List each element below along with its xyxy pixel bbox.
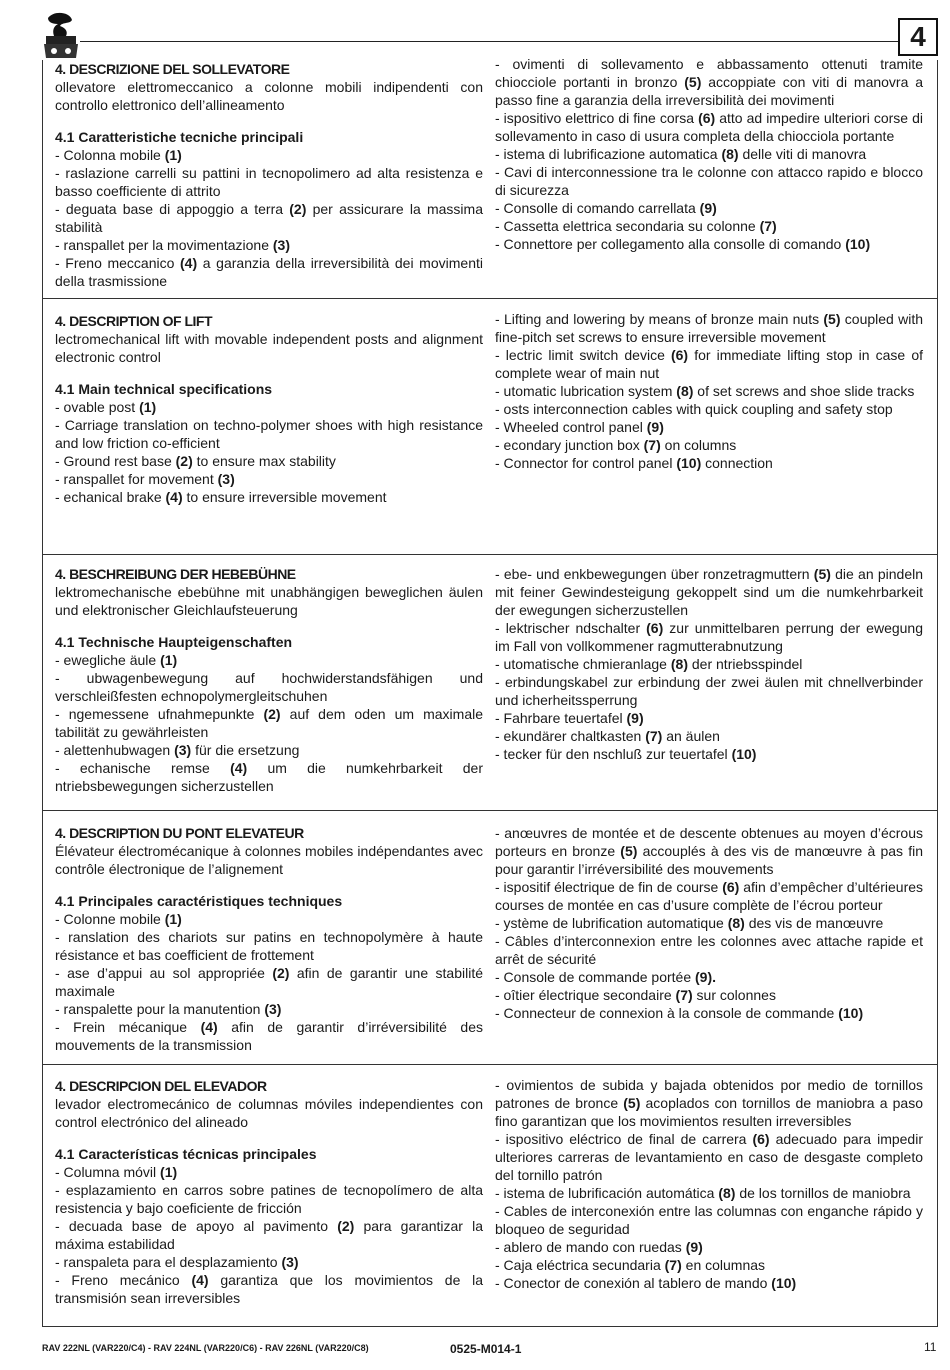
spec-item [55,669,483,705]
spec-text: - Connettore per collegamento alla consolle di comando [495,236,846,252]
section-subtitle: 4.1 Características técnicas principales [55,1146,317,1162]
spec-text-after: a garanzia della irreversibilità dei movimenti della trasmissione [55,255,483,289]
spec-ref-number: (4) [230,760,248,776]
spec-text-after: adecuado para impedir ulteriores carreras de levantamiento en caso de desgaste completo del tornillo patrón [495,1131,923,1183]
spec-item [495,109,923,145]
spec-text: - ranspalette pour la manutention [55,1001,265,1017]
spec-text: - Cavi di interconnessione tra le colonne con attacco rapido e blocco di sicurezza [495,164,923,198]
spec-ref-number: (10) [731,746,757,762]
spec-item [55,452,483,470]
spec-ref-number: (1) [160,1164,178,1180]
spec-text-after: des vis de manœuvre [744,915,884,931]
spec-text: - ebe- und enkbewegungen über ronzetragmuttern [495,566,814,582]
spec-text-after: zur unmittelbaren perrung der ewegung im Fall von vollkommener ragmutterabnutzung [495,620,923,654]
spec-ref-number: (1) [164,147,182,163]
spec-item [55,928,483,964]
spec-item [55,705,483,741]
spacer [55,878,483,892]
spec-text-after: for immediate lifting stop in case of complete wear of main nut [495,347,923,381]
spec-text: - ase d’appui au sol appropriée [55,965,273,981]
spec-text: - ngemessene ufnahmepunkte [55,706,264,722]
section-intro: ollevatore elettromeccanico a colonne mobili indipendenti con controllo elettronico dell’allineamento [55,79,483,113]
spec-text: - erbindungskabel zur erbindung der zwei äulen mit chnellverbinder und icherheitssperrung [495,674,923,708]
section-intro: lectromechanical lift with movable independent posts and alignment electronic control [55,331,483,365]
spec-text-after: acoplados con tornillos de maniobra a paso fino garantizan que los movimientos resulten irreversibles [495,1095,923,1129]
spec-item [495,1184,923,1202]
spec-ref-number: (7) [645,728,663,744]
spec-ref-number: (8) [727,915,745,931]
spec-text: - lectric limit switch device [495,347,671,363]
spec-text: - oîtier électrique secondaire [495,987,676,1003]
spec-text: - utomatische chmieranlage [495,656,671,672]
spec-item [55,1163,483,1181]
spec-text: - decuada base de apoyo al pavimento [55,1218,338,1234]
spec-ref-number: (5) [823,311,841,327]
spec-text: - Fahrbare teuertafel [495,710,627,726]
section-subtitle: 4.1 Main technical specifications [55,381,273,397]
spec-ref-number: (2) [175,453,193,469]
spec-item [55,1217,483,1253]
spec-ref-number: (10) [845,236,871,252]
spec-ref-number: (8) [670,656,688,672]
spec-item [55,164,483,200]
spec-text: - ispositif électrique de fin de course [495,879,723,895]
spec-text: - ablero de mando con ruedas [495,1239,686,1255]
spec-ref-number: (3) [281,1254,299,1270]
section-divider [42,1064,938,1065]
spec-text-after: para garantizar la máxima estabilidad [55,1218,484,1252]
spec-item [495,55,923,109]
brand-logo-icon [40,10,80,60]
spec-text-after: afin de garantir une stabilité maximale [55,965,483,999]
footer-page-number: 11 [924,1340,937,1354]
spec-item [55,964,483,1000]
spec-text: - Freno meccanico [55,255,181,271]
spec-ref-number: (6) [670,347,689,363]
spec-item [55,146,483,164]
spec-ref-number: (9). [695,969,716,985]
spec-item [495,382,923,400]
spec-ref-number: (3) [217,471,235,487]
spec-item [495,1004,923,1022]
spec-text: - osts interconnection cables with quick coupling and safety stop [495,401,893,417]
spec-text: - Lifting and lowering by means of bronze main nuts [495,311,824,327]
spec-text-after: coupled with fine-pitch set screws to ensure irreversible movement [495,311,924,345]
spec-text-after: um die numkehrbarkeit der ntriebsbewegungen sicherzustellen [55,760,483,794]
section-fr-right [495,824,923,1022]
spec-ref-number: (4) [165,489,183,505]
spec-text: - Freno mecánico [55,1272,192,1288]
spec-item [495,1202,923,1238]
spec-item [495,619,923,655]
spec-text: - ovimenti di sollevamento e abbassamento ottenuti tramite chiocciole portanti in bronzo [495,56,923,90]
spec-item [495,745,923,763]
spec-text: - Cassetta elettrica secondaria su colonne [495,218,760,234]
spec-text-after: accouplés à des vis de manœuvre à pas fin pour garantir l’irréversibilité des mouvements [495,843,923,877]
spec-ref-number: (10) [838,1005,864,1021]
section-divider [42,298,938,299]
spec-item [495,824,923,878]
spec-text: - ovable post [55,399,140,415]
spec-text: - econdary junction box [495,437,644,453]
section-en-left [55,312,483,506]
spec-text-after: per assicurare la massima stabilità [55,201,483,235]
spec-text-after: delle viti di manovra [738,146,867,162]
spec-text: - echanische remse [55,760,231,776]
section-divider [42,810,938,811]
spec-text: - anœuvres de montée et de descente obtenues au moyen d’écrous porteurs en bronze [495,825,923,859]
spec-text: - ranspallet per la movimentazione [55,237,273,253]
section-it-left [55,60,483,290]
spec-text: - deguata base di appoggio a terra [55,201,290,217]
spec-text: - echanical brake [55,489,166,505]
spec-ref-number: (2) [289,201,307,217]
spec-ref-number: (1) [139,399,157,415]
spec-ref-number: (10) [676,455,702,471]
spec-item [55,1018,483,1054]
spec-ref-number: (9) [626,710,644,726]
spec-text: - Connector for control panel [495,455,677,471]
spec-text: - ranslation des chariots sur patins en technopolymère à haute résistance et bas coefficient de frottement [55,929,483,963]
section-subtitle: 4.1 Technische Haupteigenschaften [55,634,293,650]
spec-item [495,145,923,163]
footer-doc-code: 0525-M014-1 [450,1342,522,1356]
section-de-left [55,565,483,795]
spacer [55,1131,483,1145]
section-divider [42,554,938,555]
spec-text-after: an äulen [662,728,720,744]
spec-text: - utomatic lubrication system [495,383,677,399]
spec-ref-number: (8) [721,146,739,162]
spacer [55,619,483,633]
spec-text: - Cables de interconexión entre las columnas con enganche rápido y bloqueo de seguridad [495,1203,923,1237]
spec-text: - ovimientos de subida y bajada obtenidos por medio de tornillos patrones de bronce [495,1077,923,1111]
spec-ref-number: (4) [191,1272,209,1288]
spec-item [495,914,923,932]
spec-item [495,217,923,235]
spec-ref-number: (6) [722,879,740,895]
spec-ref-number: (3) [174,742,192,758]
spec-text-after: afin d’empêcher d’ultérieures courses de montée en cas d’usure complète de l’écrou porteur [495,879,924,913]
spec-item [495,310,923,346]
spec-text-after: to ensure irreversible movement [182,489,387,505]
spec-item [55,910,483,928]
section-intro: levador electromecánico de columnas móviles independientes con control electrónico del alineado [55,1096,483,1130]
spec-text: - istema de lubrificación automática [495,1185,719,1201]
spec-ref-number: (6) [698,110,716,126]
spec-item [495,235,923,253]
spec-item [495,346,923,382]
section-subtitle: 4.1 Principales caractéristiques techniques [55,893,343,909]
spacer [55,114,483,128]
spec-text: - ewegliche äule [55,652,161,668]
spec-ref-number: (7) [643,437,661,453]
spec-text: - tecker für den nschluß zur teuertafel [495,746,732,762]
spec-ref-number: (3) [264,1001,282,1017]
section-title: 4. DESCRIPTION DU PONT ELEVATEUR [55,825,304,841]
section-divider [42,1326,938,1327]
spec-text-after: accoppiate con viti di manovra a passo fine a garanzia della irreversibilità dei movimenti [495,74,924,108]
section-intro: lektromechanische ebebühne mit unabhängigen beweglichen äulen und elektronischer Gleichlaufsteuerung [55,584,483,618]
spec-text: - Wheeled control panel [495,419,647,435]
spec-ref-number: (2) [263,706,281,722]
spec-ref-number: (2) [337,1218,355,1234]
spec-text: - Connecteur de connexion à la console de commande [495,1005,839,1021]
spec-text: - Consolle di comando carrellata [495,200,700,216]
spec-item [55,254,483,290]
spec-item [495,932,923,968]
spec-ref-number: (7) [664,1257,682,1273]
spec-ref-number: (7) [675,987,693,1003]
spec-item [55,416,483,452]
spec-ref-number: (8) [676,383,694,399]
spec-ref-number: (5) [684,74,702,90]
spec-item [55,1000,483,1018]
spec-item [495,1076,923,1130]
spec-text-after: sur colonnes [692,987,776,1003]
section-en-right [495,310,923,472]
spec-text: - lektrischer ndschalter [495,620,647,636]
spec-text-after: auf dem oden um maximale tabilität zu gewährleisten [55,706,484,740]
spec-item [55,398,483,416]
spec-text: - esplazamiento en carros sobre patines de tecnopolímero de alta resistencia y bajo coeficiente de fricción [55,1182,483,1216]
spec-ref-number: (10) [771,1275,797,1291]
spec-text: - ekundärer chaltkasten [495,728,646,744]
spec-text-after: to ensure max stability [192,453,336,469]
spec-text: - alettenhubwagen [55,742,175,758]
spacer [55,366,483,380]
spec-item [495,436,923,454]
section-title: 4. BESCHREIBUNG DER HEBEBÜHNE [55,566,296,582]
spec-text-after: en columnas [681,1257,766,1273]
spec-text-after: garantiza que los movimientos de la transmisión sean irreversibles [55,1272,484,1306]
section-de-right [495,565,923,763]
spec-text: - ispositivo elettrico di fine corsa [495,110,699,126]
spec-text: - Frein mécanique [55,1019,201,1035]
spec-item [495,727,923,745]
spec-item [495,878,923,914]
spec-ref-number: (1) [160,652,178,668]
section-fr-left [55,824,483,1054]
spec-ref-number: (3) [272,237,291,253]
spec-ref-number: (5) [813,566,831,582]
spec-text: - Colonne mobile [55,911,165,927]
spec-text: - Conector de conexión al tablero de mando [495,1275,772,1291]
spec-item [495,454,923,472]
spec-item [55,236,483,254]
spec-item [495,709,923,727]
spec-item [55,470,483,488]
spec-text-after: der ntriebsspindel [688,656,803,672]
section-es-right [495,1076,923,1292]
spec-text: - ranspallet for movement [55,471,218,487]
spec-text: - ranspaleta para el desplazamiento [55,1254,282,1270]
section-title: 4. DESCRIZIONE DEL SOLLEVATORE [55,61,290,77]
spec-text: - Colonna mobile [55,147,165,163]
spec-text: - Columna móvil [55,1164,161,1180]
spec-item [495,1130,923,1184]
section-intro: Élévateur électromécanique à colonnes mobiles indépendantes avec contrôle électronique de l’alignement [55,843,483,877]
spec-ref-number: (2) [272,965,290,981]
section-es-left [55,1077,483,1307]
spec-text: - istema di lubrificazione automatica [495,146,722,162]
spec-item [55,488,483,506]
spec-item [495,1256,923,1274]
spec-ref-number: (7) [759,218,777,234]
spec-item [55,741,483,759]
spec-text-after: für die ersetzung [191,742,300,758]
spec-ref-number: (4) [200,1019,218,1035]
spec-item [495,986,923,1004]
section-title: 4. DESCRIPTION OF LIFT [55,313,213,329]
spec-ref-number: (9) [699,200,717,216]
spec-ref-number: (8) [718,1185,736,1201]
spec-item [495,400,923,418]
spec-ref-number: (5) [623,1095,641,1111]
spec-item [55,1271,483,1307]
spec-text-after: on columns [660,437,737,453]
spec-item [495,418,923,436]
spec-ref-number: (4) [180,255,198,271]
section-it-right [495,55,923,253]
spec-text-after: die an pindeln mit feiner Gewindesteigung gekoppelt sind um die numkehrbarkeit der ewegungen sicherzustellen [495,566,924,618]
spec-item [55,1253,483,1271]
spec-text: - Ground rest base [55,453,176,469]
spec-item [495,199,923,217]
spec-item [495,968,923,986]
spec-ref-number: (1) [164,911,182,927]
spec-text-after: atto ad impedire ulteriori corse di sollevamento in caso di usura completa della chiocciola portante [495,110,923,144]
spec-item [55,759,483,795]
spec-item [55,651,483,669]
spec-item [55,1181,483,1217]
spec-text: - Câbles d’interconnexion entre les colonnes avec attache rapide et arrêt de sécurité [495,933,923,967]
spec-text: - ispositivo eléctrico de final de carrera [495,1131,753,1147]
section-number-box: 4 [898,18,938,56]
spec-text: - Caja eléctrica secundaria [495,1257,665,1273]
spec-item [495,1274,923,1292]
spec-text-after: afin de garantir d’irréversibilité des mouvements de la transmission [55,1019,483,1053]
spec-ref-number: (5) [620,843,638,859]
spec-ref-number: (6) [646,620,664,636]
spec-text-after: of set screws and shoe slide tracks [693,383,915,399]
footer-models: RAV 222NL (VAR220/C4) - RAV 224NL (VAR220/C6) - RAV 226NL (VAR220/C8) [42,1343,369,1353]
spec-text: - ystème de lubrification automatique [495,915,728,931]
spec-ref-number: (9) [685,1239,703,1255]
spec-item [495,1238,923,1256]
spec-item [495,163,923,199]
spec-item [495,655,923,673]
section-title: 4. DESCRIPCION DEL ELEVADOR [55,1078,267,1094]
spec-text: - Carriage translation on techno-polymer shoes with high resistance and low friction co-efficient [55,417,483,451]
spec-ref-number: (9) [646,419,664,435]
spec-item [55,200,483,236]
spec-text-after: de los tornillos de maniobra [735,1185,911,1201]
spec-text: - raslazione carrelli su pattini in tecnopolimero ad alta resistenza e basso coefficiente di attrito [55,165,483,199]
spec-item [495,673,923,709]
spec-item [495,565,923,619]
spec-text: - ubwagenbewegung auf hochwiderstandsfähigen und verschleißfesten echnopolymergleitschuhen [55,670,483,704]
section-subtitle: 4.1 Caratteristiche tecniche principali [55,129,304,145]
header-rule [80,41,898,42]
spec-text: - Console de commande portée [495,969,695,985]
spec-ref-number: (6) [752,1131,770,1147]
spec-text-after: connection [701,455,773,471]
